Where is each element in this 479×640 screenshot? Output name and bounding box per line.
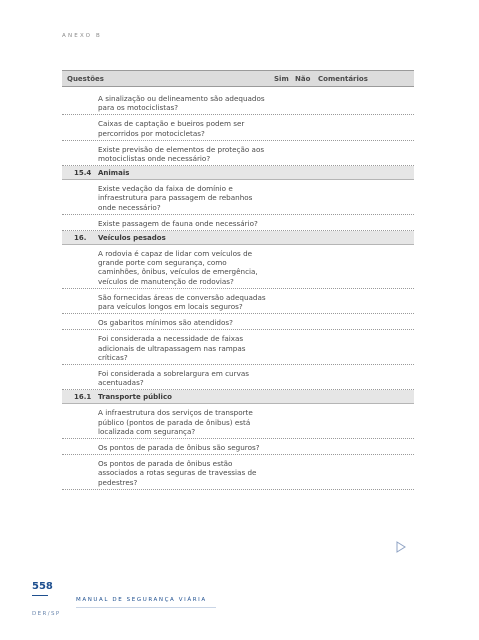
question-text: Existe passagem de fauna onde necessário? [98,218,258,228]
question-row [62,455,414,490]
question-row [62,365,414,390]
column-header-questoes: Questões [67,75,104,83]
question-text: São fornecidas áreas de conversão adequadas para veículos longos em locais seguros? [98,292,266,312]
footer-divider [76,607,216,608]
question-text: A infraestrutura dos serviços de transporte público (pontos de parada de ônibus) está localizada com segurança? [98,408,253,436]
question-text: Os pontos de parada de ônibus estão associados a rotas seguras de travessias de pedestres? [98,459,257,487]
page-number-rule [32,595,48,596]
column-header-nao: Não [295,75,311,83]
section-number: 16. [74,234,87,243]
question-row [62,245,414,289]
question-text: Os pontos de parada de ônibus são seguros? [98,443,260,453]
section-number: 16.1 [74,393,92,402]
footer-brand: DER/SP [32,611,61,617]
section-title: Animais [98,169,130,178]
section-row [62,231,414,245]
question-row [62,115,414,140]
section-number: 15.4 [74,169,92,178]
column-header-comentarios: Comentários [318,75,368,83]
question-row [62,330,414,365]
question-row [62,314,414,330]
next-page-icon[interactable] [396,541,406,553]
section-row [62,390,414,404]
question-row [62,180,414,215]
question-text: Os gabaritos mínimos são atendidos? [98,318,233,328]
question-text: Existe previsão de elementos de proteção aos motociclistas onde necessário? [98,144,265,164]
section-row [62,166,414,180]
question-text: A sinalização ou delineamento são adequados para os motociclistas? [98,94,265,113]
question-text: Foi considerada a necessidade de faixas adicionais de ultrapassagem nas rampas críticas? [98,334,246,362]
section-title: Veículos pesados [98,234,166,243]
question-text: Foi considerada a sobrelargura em curvas acentuadas? [98,369,249,388]
section-label: ANEXO B [62,33,103,39]
table-header [62,70,414,87]
column-header-sim: Sim [274,75,289,83]
page-number: 558 [32,581,53,592]
section-title: Transporte público [98,393,172,402]
question-row [62,404,414,439]
question-text: Caixas de captação e bueiros podem ser percorridos por motocicletas? [98,119,245,138]
checklist-table-body [62,90,414,490]
question-row [62,289,414,314]
question-row [62,439,414,455]
question-row [62,141,414,166]
question-text: A rodovia é capaz de lidar com veículos de grande porte com segurança, como caminhões, ônibus, veículos de emergência, veículos de manutenção de rodovias? [98,249,258,286]
question-row [62,215,414,231]
footer-manual-title: MANUAL DE SEGURANÇA VIÁRIA [76,597,207,603]
question-text: Existe vedação da faixa de domínio e infraestrutura para passagem de rebanhos onde necessário? [98,184,253,212]
question-row [62,90,414,115]
